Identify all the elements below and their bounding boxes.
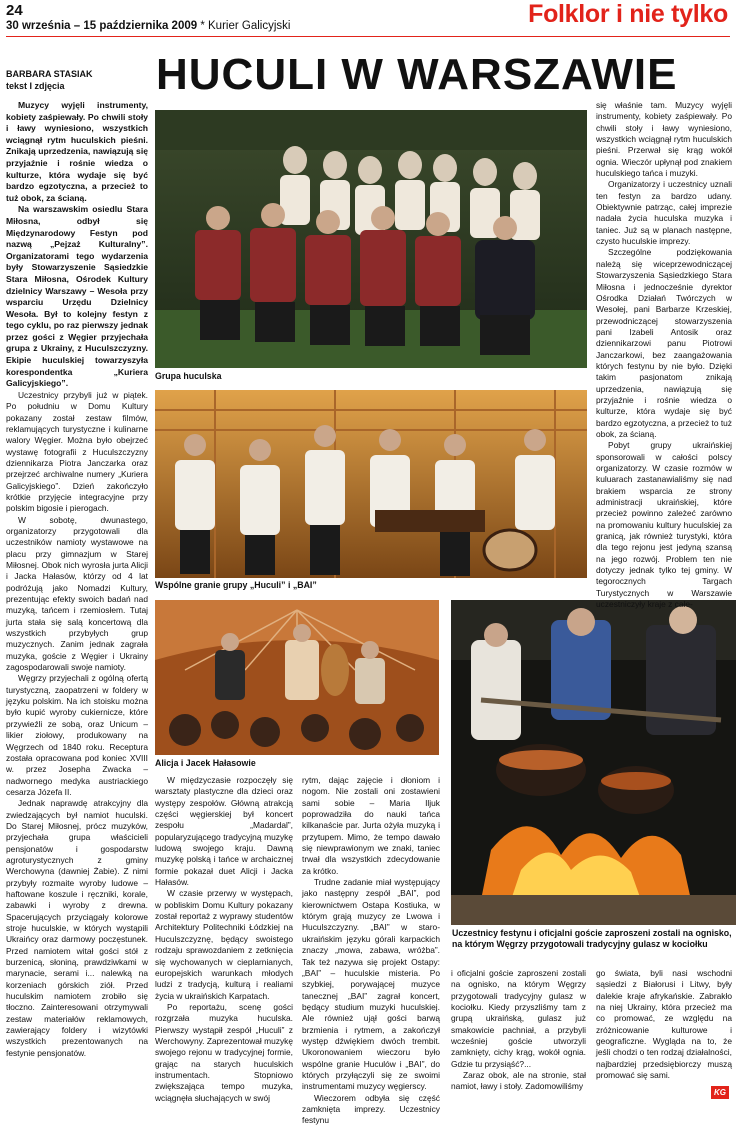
article-column-4 — [451, 968, 586, 1093]
body-paragraph: W czasie przerwy w występach, w pobliskim Domu Kultury pokazany został reportaż z wyprawy studentów Architektury Politechniki Łódzkiej na Huculszczyznę, będący swoistego rodzaju sprawozdaniem z zetknięcia się wychowanych w cieplarnianych, europejskich warunkach młodych ludzi z tradycją, kulturą i realiami życia w ukraińskich Karpatach. — [155, 888, 293, 1001]
lead-paragraph: Na warszawskim osiedlu Stara Miłosna, odbył się Międzynarodowy Festyn pod nazwą „Pejzaż Kulturalny”. Organizatorami tego wydarzenia były Stowarzyszenie Sąsiedzkie Stara Miłosna, Ośrodek Kultury dzielnicy Warszawy – Wesoła przy wsparciu Urzędu Dzielnicy Wesoła. Był to kolejny festyn z tego cyklu, po raz pierwszy jednak przez gości z Węgier przyjechała grupa z Ukrainy, z Huculszczyzny. Ekipie huculskiej towarzyszyła korespondentka „Kuriera Galicyjskiego”. — [6, 204, 148, 389]
body-paragraph: Zaraz obok, ale na stronie, stał namiot, ławy i stoły. Zadomowiliśmy — [451, 1070, 586, 1092]
body-paragraph: Jednak naprawdę atrakcyjny dla zwiedzających był namiot huculski. Do Starej Miłosnej, prócz muzyków, przyjechała grupa właścicieli pensjonatów i gospodarstw agroturystycznych z gminy Werchowyna (dawniej Żabie). Z nimi przybyły rozmaite wyroby ludowe – haftowane koszule i ręczniki, korale, zabawki i wyroby z drewna. Spacerujących przyciągały kolorowe stroje huculskie, w których wystąpili Ukraińcy oraz darmowy poczęstunek. Przed namiotem witał gości stół z burzenicą, słoniną, prawdziwkami w marynacie, serami i... nalewką na korzeniach górskich ziół. Przed huculskim namiotem zrobiło się tłoczno. Zainteresowani otrzymywali zestaw materiałów reklamowych, zawierający foldery i wizytówki wszystkich prezentowanych na festynie pensjonatów. — [6, 798, 148, 1058]
photo-joint-performance — [155, 390, 587, 578]
body-paragraph: W międzyczasie rozpoczęły się warsztaty plastyczne dla dzieci oraz występy zespołów. Główną atrakcją części węgierskiej był koncert zespołu „Madardal”, popularyzującego tradycyjną muzykę ludową swojego kraju. Dawną muzykę polską i tańce w archaicznej formie pokazał duet Alicji i Jacka Hałasów. — [155, 775, 293, 888]
publication-name: * Kurier Galicyjski — [200, 20, 291, 32]
campfire-photo-illustration — [451, 600, 736, 925]
article-column-right — [596, 100, 732, 610]
section-title: Folklor i nie tylko — [528, 0, 728, 28]
body-paragraph: i oficjalni goście zaproszeni zostali na ognisko, na którym Węgrzy przygotowali tradycyjny gulasz w kociołku. Kiedy przyszliśmy tam z grupą ukraińską, gulasz już smakowicie pachniał, a przybyli wcześniej goście utworzyli zamknięty, cichy krąg, wokół ognia. Gdzie tu przysiąść?... — [451, 968, 586, 1069]
body-paragraph: Węgrzy przyjechali z ogólną ofertą turystyczną, zaopatrzeni w foldery w języku polskim. Na ich stoisku można było kupić wyroby cukiernicze, które przywieźli ze sobą, oraz Unicum – likier ziołowy, produkowany na Węgrzech od 1840 roku. Receptura została opracowana pod koniec XVIII w. przez Josepha Zwacka – nadwornego medyka austriackiego cesarza Józefa II. — [6, 673, 148, 797]
author-block — [6, 68, 146, 92]
caption-photo-2: Wspólne granie grupy „Huculi” i „BAI” — [155, 580, 317, 590]
photo-hutsul-group — [155, 110, 587, 368]
page-number: 24 — [6, 2, 23, 19]
issue-date: 30 września – 15 października 2009 — [6, 20, 198, 32]
body-paragraph: Po reportażu, scenę gości rozgrzała muzyka huculska. Pierwszy wystąpił zespół „Huculi” z Werchowyny. Zaprezentował muzykę swojego rejonu w tradycyjnej formie, grając na starych huculskich instrumentach. Stopniowo zwiększająca tempo muzyka, wciągnęła słuchających w swój — [155, 1001, 293, 1103]
article-title: HUCULI W WARSZAWIE — [156, 50, 678, 99]
author-name: BARBARA STASIAK — [6, 69, 93, 79]
article-column-5 — [596, 968, 732, 1081]
caption-photo-1: Grupa huculska — [155, 371, 222, 381]
issue-date-line — [6, 20, 290, 32]
author-role: tekst I zdjęcia — [6, 81, 65, 91]
kurier-galicyjski-logo: KG — [711, 1086, 729, 1099]
caption-photo-3: Alicja i Jacek Hałasowie — [155, 758, 256, 768]
body-paragraph: Szczególne podziękowania należą się wiceprzewodniczącej Stowarzyszenia Sąsiedzkiego Stara Miłosna i jednocześnie dyrektor Ośrodka Działań Twórczych w Wesołej, pani Barbarze Krzeskiej, przewodniczącej stowarzyszenia pani Izabeli Antosik oraz dziennikarzowi panu Piotrowi Janczarkowi, bez zaangażowania których festynu by nie było. Dzięki takim pasjonatom znikają uprzedzenia, nawiązują się przyjaźnie i rośnie wiedza o kulturze, która wydaje się być bardzo egzotyczna, a przecież to tuż obok, za ścianą. — [596, 247, 732, 439]
body-paragraph: rytm, dając zajęcie i dłoniom i nogom. Nie zostali oni zostawieni sami sobie – Maria Iljuk poprowadziła do nauki tańca kilkanaście par. Jurta ożyła muzyką i przytupem. Mimo, że tempo dawało się niewprawionym we znaki, taniec trwał dla wszystkich zdecydowanie za krótko. — [302, 775, 440, 876]
body-paragraph: W sobotę, dwunastego, organizatorzy przygotowali dla uczestników namioty wystawowe na placu przy gimnazjum w Starej Miłosnej. Obok nich wyrosła jurta Alicji i Jacka Hałasów, którzy od 4 lat podróżują jako Nomadzi Kultury, prezentując efekty swoich badań nad muzyką, tańcem i rzemiosłem. Tutaj jurta stała się salą koncertową dla wszystkich przybyłych grup muzycznych. Zanim jednak zagrała muzyka, goście z Węgier i Ukrainy zagospodarowali swoje namioty. — [6, 514, 148, 673]
body-paragraph: Uczestnicy przybyli już w piątek. Po południu w Domu Kultury pokazany został zestaw filmów, reklamujących turystyczne i kulinarne walory Węgier. Można było obejrzeć wystawę fotografii z Huculszczyzny dziennikarza Piotra Janczarka oraz przejrzeć archiwalne numery „Kuriera Galicyjskiego”. Dzień zakończyło krótkie przyjęcie integracyjne przy polskim bigosie i pierogach. — [6, 389, 148, 514]
body-paragraph: Trudne zadanie miał występujący jako następny zespół „BAI”, pod kierownictwem Ostapa Kostiuka, w którym grają muzycy ze Lwowa i Huculszczyzny. „BAI” w staro-ukraińskim języku górali karpackich znaczy „mowa, zabawa, wróżba”. Tak też nazywa się projekt Ostapy: „BAI” – huculskie misteria. Po szybkiej, porywającej muzyce tanecznej „BAI” zagrał koncert, będący studium muzyki huculskiej. Ale również ujął gości barwą brzmienia i rytmem, a zakończył występ dźwiękiem dwóch trembit. Ukoronowaniem wieczoru było wspólne granie Huculów i „BAI”, do których przyłączyli się ze swoimi instrumentami muzycy węgierscy. — [302, 877, 440, 1092]
body-paragraph: Pobyt grupy ukraińskiej sponsorowali w całości polscy organizatorzy. W czasie rozmów w kuluarach zastanawialiśmy się nad brakiem wsparcia ze strony administracji ukraińskiej, które przecież powinno zależeć zarówno na promowaniu kultury huculskiej za granicą, jak również turystyki, która dla tego rejonu jest jedyną szansą na jego rozwój. Problem ten nie dotyczy jednak tylko tej gminy. W tegorocznych Targach Turystycznych w Warszawie uczestniczyły kraje z całe- — [596, 440, 732, 610]
article-column-3 — [302, 775, 440, 1127]
body-paragraph: Organizatorzy i uczestnicy uznali ten festyn za bardzo udany. Obiektywnie patrząc, całej imprezie nadała życia huculska muzyka i taniec. Już są w planach następne, czysto huculskie imprezy. — [596, 179, 732, 247]
body-paragraph: się właśnie tam. Muzycy wyjęli instrumenty, kobiety zaśpiewały. Po chwili stoły i ławy wyniesiono, wszystkich wciągnął rytm huculskich pieśni. Przerwał się krąg wokół ognia. Wieczór upłynął pod znakiem huculskiego tańca i muzyki. — [596, 100, 732, 179]
photo-campfire-goulash — [451, 600, 736, 925]
article-column-1 — [6, 100, 148, 1059]
group-photo-illustration — [155, 110, 587, 368]
body-paragraph: Wieczorem odbyła się część zamknięta imprezy. Uczestnicy festynu — [302, 1092, 440, 1126]
lead-paragraph: Muzycy wyjęli instrumenty, kobiety zaśpiewały. Po chwili stoły i ławy wyniesiono, wszystkich wciągnął rytm huculskich pieśni. Znikają uprzedzenia, nawiązują się przyjaźnie i rośnie wiedza o kulturze, która wydaje się być bardzo egzotyczna, a przecież to tuż obok, za ścianą. — [6, 100, 148, 203]
body-paragraph: go świata, byli nasi wschodni sąsiedzi z Białorusi i Litwy, były dalekie kraje afrykańskie. Zabrakło na niej Ukrainy, która przecież ma co promować, ze względu na zróżnicowanie kulturowe i geograficzne. Wygląda na to, że jeśli chodzi o ten rodzaj działalności, najbardziej przedsiębiorczy muszą promować się sami. — [596, 968, 732, 1081]
caption-photo-4: Uczestnicy festynu i oficjalni goście zaproszeni zostali na ognisko, na którym Węgrzy przygotowali tradycyjny gulasz w kociołku — [452, 928, 732, 949]
performance-photo-illustration — [155, 390, 587, 578]
photo-halas-duo — [155, 600, 439, 755]
article-column-2 — [155, 775, 293, 1104]
header-divider — [6, 36, 730, 37]
duo-photo-illustration — [155, 600, 439, 755]
